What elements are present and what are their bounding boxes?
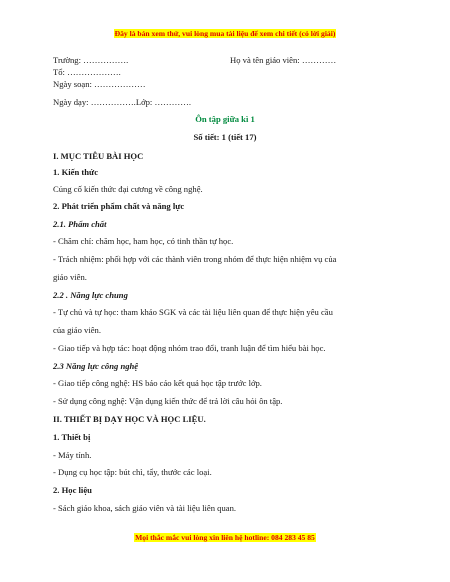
- section-heading-equipment: II. THIẾT BỊ DẠY HỌC VÀ HỌC LIỆU.: [53, 414, 206, 424]
- subheading-general-competence: 2.2 . Năng lực chung: [53, 290, 128, 300]
- hotline-notice-banner: [0, 531, 450, 543]
- teach-date-field: Ngày dạy: …………….Lớp: ………….: [53, 97, 191, 107]
- paragraph: - Trách nhiệm: phối hợp với các thành viên trong nhóm để thực hiện nhiệm vụ của: [53, 254, 337, 264]
- subheading-knowledge: 1. Kiến thức: [53, 167, 99, 177]
- paragraph: - Dụng cụ học tập: bút chì, tẩy, thước các loại.: [53, 467, 212, 477]
- paragraph: - Máy tính.: [53, 450, 92, 460]
- section-heading-objectives: I. MỤC TIÊU BÀI HỌC: [53, 151, 144, 161]
- group-field: Tổ: ……………….: [53, 67, 121, 77]
- subheading-materials: 2. Học liệu: [53, 485, 92, 495]
- paragraph: của giáo viên.: [53, 325, 101, 335]
- paragraph: - Tự chủ và tự học: tham khảo SGK và các tài liệu liên quan để thực hiện yêu cầu: [53, 307, 333, 317]
- paragraph: - Chăm chỉ: chăm học, ham học, có tinh thần tự học.: [53, 236, 234, 246]
- paragraph: - Giao tiếp và hợp tác: hoạt động nhóm trao đổi, tranh luận để tìm hiểu bài học.: [53, 343, 326, 353]
- paragraph: - Sách giáo khoa, sách giáo viên và tài liệu liên quan.: [53, 503, 237, 513]
- subheading-technology-competence: 2.3 Năng lực công nghệ: [53, 361, 139, 371]
- preview-notice-text: Đây là bản xem thử, vui lòng mua tài liệu để xem chi tiết (có lời giải): [114, 29, 336, 38]
- teacher-name-field: Họ và tên giáo viên: …………: [230, 55, 337, 65]
- subheading-qualities: 2.1. Phẩm chất: [53, 219, 107, 229]
- school-field: Trường: …………….: [53, 55, 129, 65]
- subheading-equipment: 1. Thiết bị: [53, 432, 91, 442]
- subheading-competence: 2. Phát triển phẩm chất và năng lực: [53, 201, 185, 211]
- compose-date-field: Ngày soạn: ………………: [53, 79, 146, 89]
- hotline-notice-text: Mọi thắc mắc vui lòng xin liên hệ hotline: 084 283 45 85: [135, 533, 315, 542]
- period-info: Số tiết: 1 (tiết 17): [193, 132, 257, 142]
- paragraph: - Giao tiếp công nghệ: HS báo cáo kết quả học tập trước lớp.: [53, 378, 262, 388]
- paragraph: giáo viên.: [53, 272, 87, 282]
- paragraph: - Sử dụng công nghệ: Vận dụng kiến thức để trả lời câu hỏi ôn tập.: [53, 396, 283, 406]
- lesson-title: Ôn tập giữa kì 1: [195, 114, 255, 124]
- paragraph: Củng cố kiến thức đại cương về công nghệ.: [53, 184, 203, 194]
- preview-notice-banner: [0, 27, 450, 39]
